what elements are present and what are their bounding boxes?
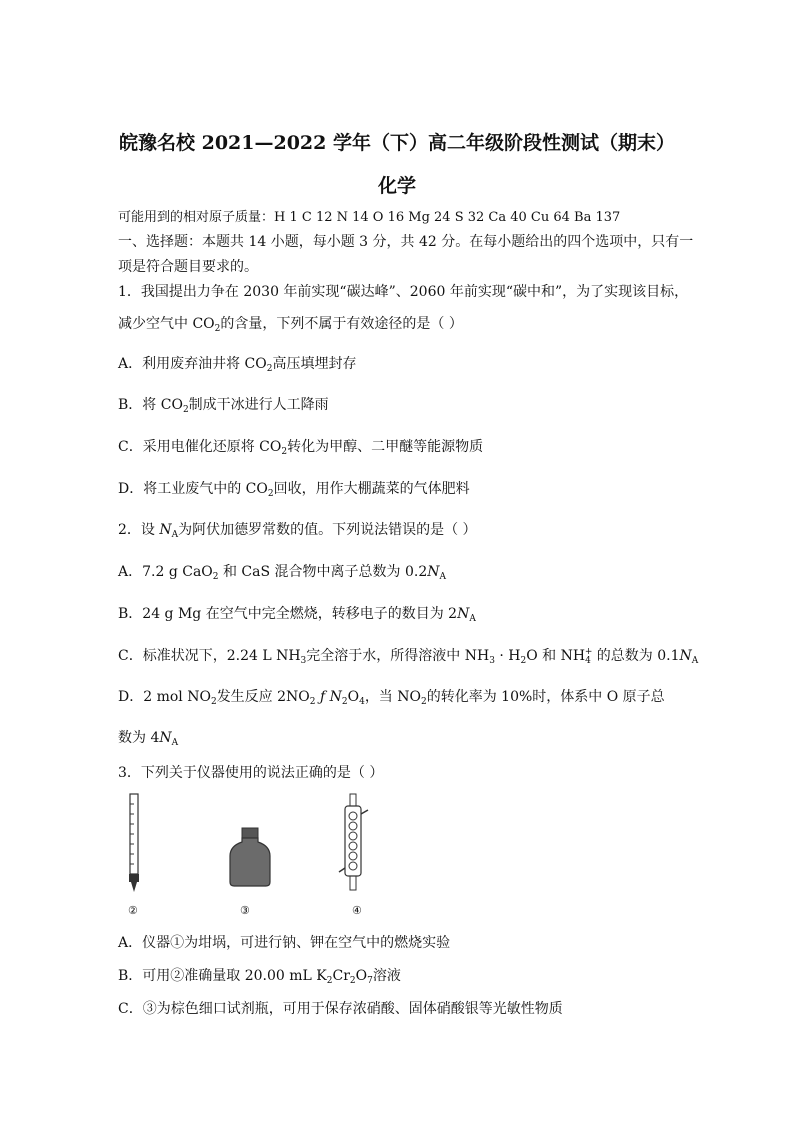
subject-title: 化学	[377, 175, 416, 197]
q1-option-d: D．将工业废气中的 $CO_2$回收，用作大棚蔬菜的气体肥料	[118, 481, 470, 499]
reagent-bottle-figure	[224, 826, 276, 888]
atomic-mass-line: 可能用到的相对原子质量：H 1 C 12 N 14 O 16 Mg 24 S 32 Ca 40 Cu 64 Ba 137	[118, 210, 621, 225]
q2-option-a: A．7.2 g CaO$_2$ 和 CaS 混合物中离子总数为 $0.2N_A$	[118, 564, 446, 582]
burette-figure	[120, 792, 150, 902]
q2-option-d: D．2 mol $NO_2$发生反应 $2NO_2$ ƒ $N_2O_4$，当 $NO_2$的转化率为 10%时，体系中 O 原子总	[118, 689, 665, 707]
q2-stem: 2．设 $N_A$为阿伏加德罗常数的值。下列说法错误的是（ ）	[118, 522, 477, 540]
figure-label-2: ②	[128, 904, 138, 917]
q3-option-a: A．仪器①为坩埚，可进行钠、钾在空气中的燃烧实验	[118, 935, 451, 951]
figure-label-4: ④	[352, 904, 362, 917]
q1-stem-line2: 减少空气中 $CO_2$的含量，下列不属于有效途径的是（ ）	[118, 316, 463, 334]
q1-option-c: C．采用电催化还原将 $CO_2$转化为甲醇、二甲醚等能源物质	[118, 439, 484, 457]
q2-option-c: C．标准状况下，2.24 L $NH_3$完全溶于水，所得溶液中 $NH_3 \cdot H_2O$ 和 $NH_4^+$ 的总数为 $0.1N_A$	[118, 647, 699, 666]
exam-title: 皖豫名校 2021—2022 学年（下）高二年级阶段性测试（期末）	[119, 132, 675, 154]
section-heading-line2: 项是符合题目要求的。	[118, 259, 258, 275]
condenser-figure	[336, 792, 372, 896]
q3-option-c: C．③为棕色细口试剂瓶，可用于保存浓硝酸、固体硝酸银等光敏性物质	[118, 1001, 563, 1017]
q1-stem-line1: 1．我国提出力争在 2030 年前实现“碳达峰”、2060 年前实现“碳中和”，为了实现该目标，	[118, 284, 689, 300]
section-heading-line1: 一、选择题：本题共 14 小题，每小题 3 分，共 42 分。在每小题给出的四个选项中，只有一	[118, 234, 694, 250]
q1-option-b: B．将 $CO_2$制成干冰进行人工降雨	[118, 397, 329, 415]
q2-option-b: B．24 g Mg 在空气中完全燃烧，转移电子的数目为 $2N_A$	[118, 606, 476, 624]
q3-stem: 3．下列关于仪器使用的说法正确的是（ ）	[118, 765, 384, 781]
q2-option-d-line2: 数为 $4N_A$	[118, 730, 179, 748]
q1-option-a: A．利用废弃油井将 $CO_2$高压填埋封存	[118, 356, 357, 374]
figure-label-3: ③	[240, 904, 250, 917]
q3-option-b: B．可用②准确量取 20.00 mL $K_2Cr_2O_7$溶液	[118, 968, 401, 986]
